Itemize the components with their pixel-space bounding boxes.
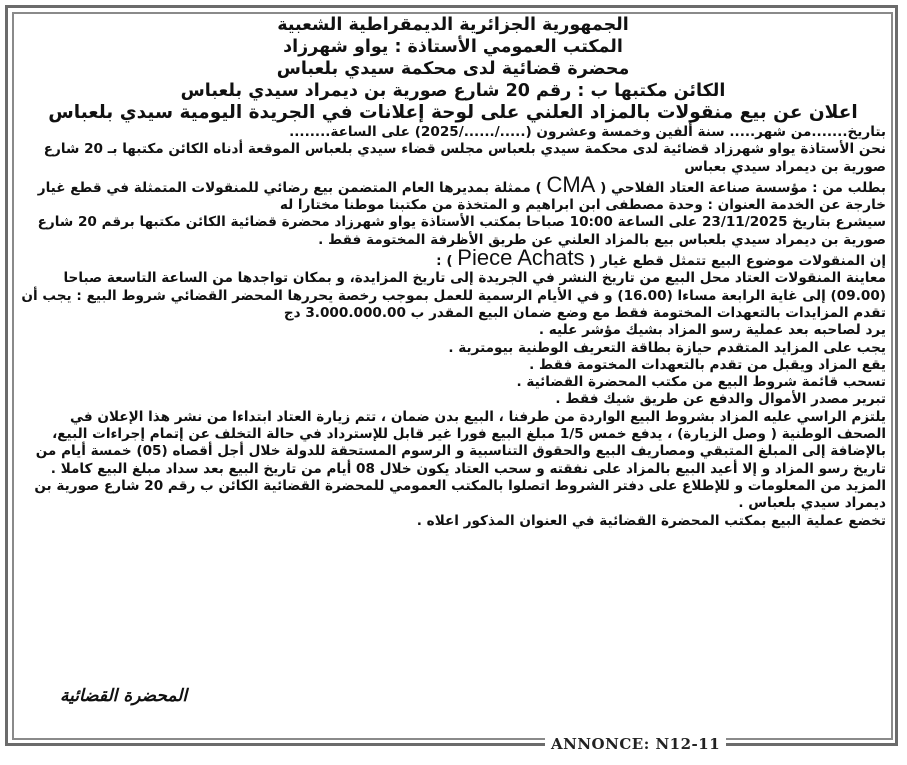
- paragraph-funds-source: تبرير مصدر الأموال والدفع عن طريق شيك فقط .: [555, 391, 886, 408]
- requester-text-before: بطلب من : مؤسسة صناعة العتاد الفلاحي (: [600, 179, 886, 196]
- paragraph-obligations: يلتزم الراسي عليه المزاد بشروط البيع الواردة من طرفنا ، البيع بدن ضمان ، تتم زيارة العتاد ابتداءا من نشر هذا الإعلان في الصحف الوطنية ( وصل الزيارة) ، يدفع خمس 1/5 مبلغ البيع فورا غير قابل للإسترداد في حالة التخلف عن إتمام إجراءات البيع، بالإضافة إلى المبلغ المتبقي ومصاريف البيع والحقوق التناسبية و الرسوم المستحقة للدولة خلال أجل أقصاه (05) خمسة أيام من تاريخ رسو المزاد و إلا أعيد البيع بالمزاد على نفقته و سحب العتاد يكون خلال 08 أيام من تاريخ البيع بعد سداد مبلغ البيع كاملا .: [35, 408, 886, 477]
- items-text-before: إن المنقولات موضوع البيع تتمثل قطع غيار (: [589, 253, 886, 270]
- paragraph-intro: نحن الأستاذة يواو شهرزاد قضائية لدى محكمة سيدي بلعباس مجلس قضاء سيدي بلعباس الموقعة أدناه الكائن مكتبها بـ 20 شارع صورية بن ديمراد سيدي بعباس: [43, 141, 886, 175]
- company-acronym: CMA: [546, 171, 596, 197]
- paragraph-requester: [20, 171, 886, 215]
- announcement-title: اعلان عن بيع منقولات بالمزاد العلني على لوحة إعلانات في الجريدة اليومية سيدي بلعباس: [48, 102, 858, 123]
- header-address: الكائن مكتبها ب : رقم 20 شارع صورية بن ديمراد سيدي بلعباس: [180, 81, 726, 101]
- items-latin-label: Piece Achats: [457, 245, 585, 271]
- paragraph-conditions-list: تسحب قائمة شروط البيع من مكتب المحضرة القضائية .: [516, 374, 886, 391]
- paragraph-sale-date: سيشرع بتاريخ 23/11/2025 على الساعة 10:00 صباحا بمكتب الأستاذة يواو شهرزاد محضرة قضائية الكائن مكتبها برقم 20 شارع صورية بن ديمراد سيدي بلعباس بيع بالمزاد العلني عن طريق الأظرفة المختومة فقط .: [37, 214, 886, 248]
- date-line: بتاريخ.......من شهر..... سنة ألفين وخمسة وعشرون (...../....../2025) على الساعة........: [289, 124, 886, 140]
- paragraph-items: [20, 245, 886, 271]
- announcement-document: [20, 14, 886, 530]
- paragraph-more-info: المزيد من المعلومات و للإطلاع على دفتر الشروط اتصلوا بالمكتب العمومي للمحضرة القضائية الكائن ب رقم 20 شارع صورية بن ديمراد سيدي بلعباس .: [34, 477, 886, 512]
- paragraph-inspection: معاينة المنقولات العتاد محل البيع من تاريخ النشر في الجريدة إلى تاريخ المزايدة، و بمكان تواجدها من الساعة التاسعة صباحا (09.00) إلى غاية الرابعة مساءا (16.00) و في الأيام الرسمية للعمل بموجب رخصة يحررها المحضر القضائي شروط البيع : يجب أن تقدم المزايدات بالتعهدات المختومة فقط مع وضع ضمان البيع المقدر ب 3.000.000.00 دج: [21, 270, 886, 321]
- requester-text-after: ) ممثلة بمديرها العام المتضمن بيع رضائي للمنقولات المتمثلة في قطع غيار خارجة عن الخدمة العنوان : وحدة مصطفى ابن ابراهيم و المتخذة من مكتبنا موطنا مختارا له: [37, 179, 886, 214]
- announcement-body: [20, 124, 886, 530]
- signature: المحضرة القضائية: [60, 686, 188, 706]
- paragraph-sale-location: تخضع عملية البيع بمكتب المحضرة القضائية في العنوان المذكور اعلاه .: [416, 512, 886, 529]
- paragraph-sealed-bids: يقع المزاد ويقبل من تقدم بالتعهدات المختومة فقط .: [529, 356, 886, 373]
- header-bailiff: محضرة قضائية لدى محكمة سيدي بلعباس: [276, 59, 630, 79]
- items-text-after: ) :: [436, 253, 453, 270]
- header-republic: الجمهورية الجزائرية الديمقراطية الشعبية: [277, 15, 629, 35]
- paragraph-id-requirement: يجب على المزايد المتقدم حيازة بطاقة التعريف الوطنية بيومترية .: [448, 339, 886, 356]
- announcement-number: ANNONCE: N12-11: [545, 735, 726, 753]
- header-office: المكتب العمومي الأستاذة : يواو شهرزاد: [283, 37, 623, 57]
- document-header: [20, 14, 886, 124]
- paragraph-refund: يرد لصاحبه بعد عملية رسو المزاد بشيك مؤشر عليه .: [538, 322, 886, 339]
- footer: [0, 735, 907, 759]
